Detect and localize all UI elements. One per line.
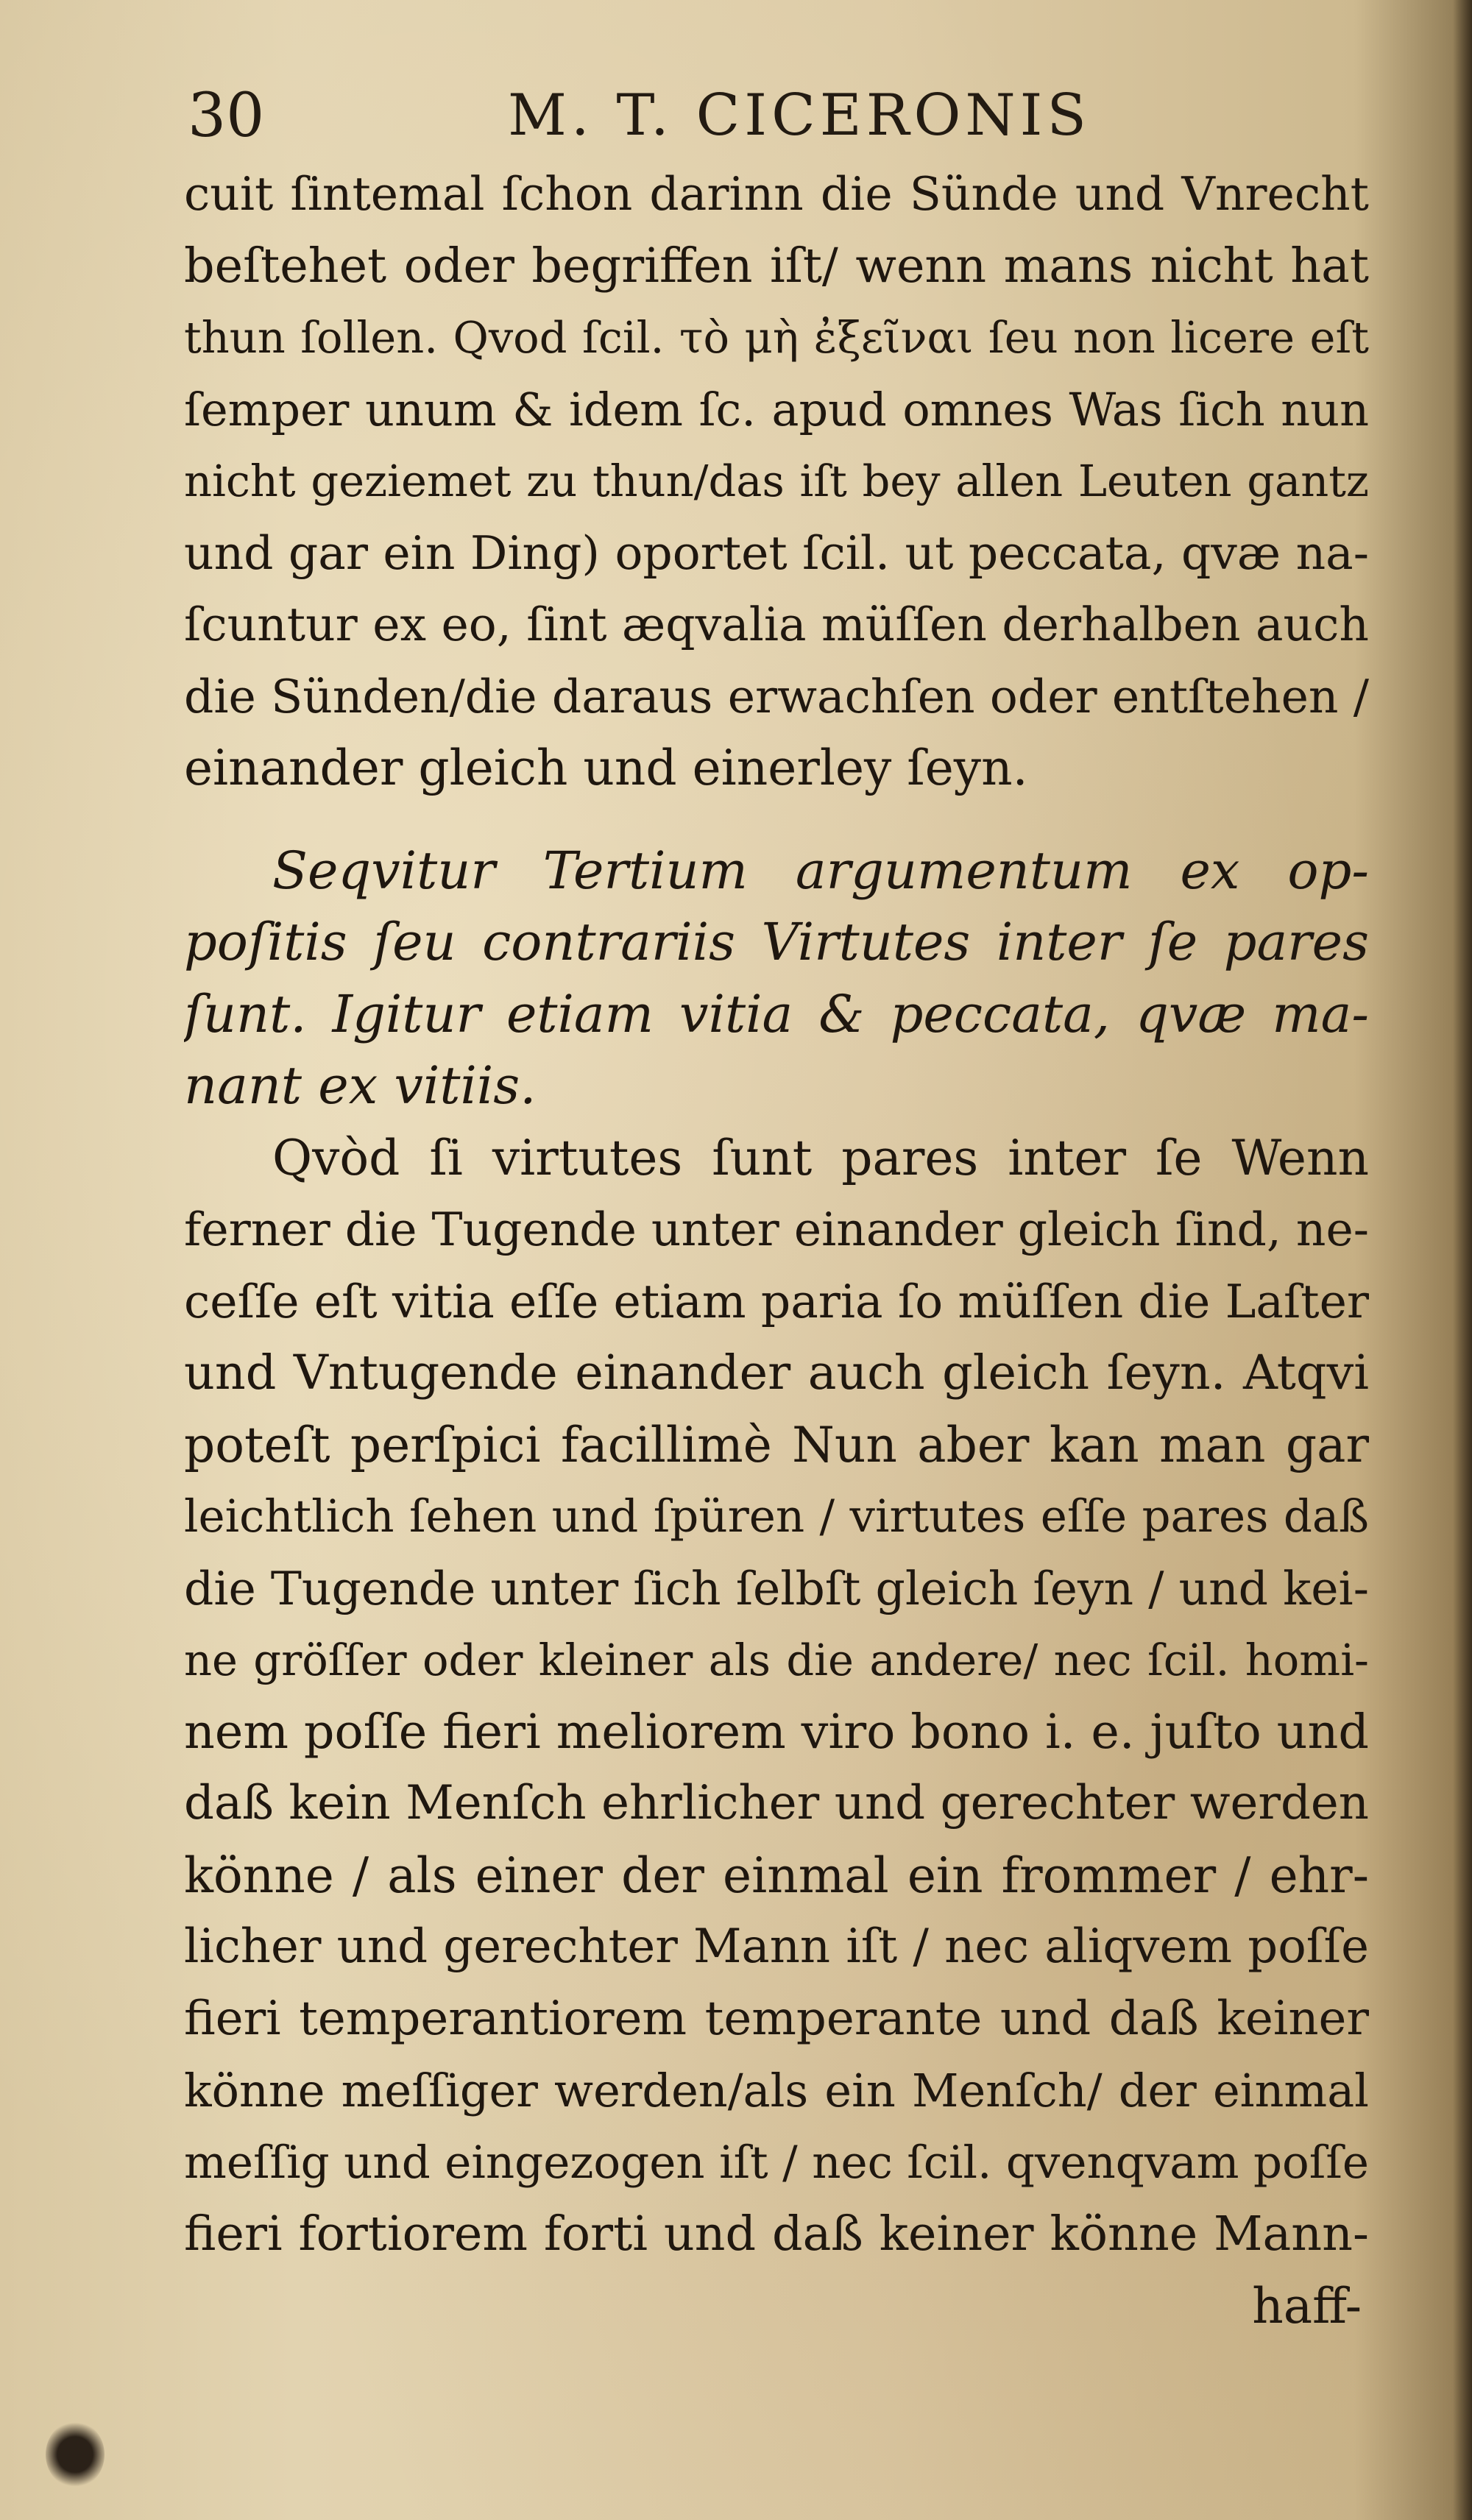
text-line: meſſig und eingezogen iſt / nec ſcil. qvenqvam poſſe: [184, 2136, 1369, 2189]
text-line: ne gröſſer oder kleiner als die andere/ nec ſcil. homi-: [184, 1635, 1369, 1685]
text-line: könne meſſiger werden/als ein Menſch/ der einmal: [184, 2064, 1369, 2117]
running-head: M. T. CICERONIS: [508, 82, 1091, 149]
paragraph-1: [184, 158, 1369, 804]
text-line: ſemper unum & idem ſc. apud omnes Was ſich nun: [184, 382, 1369, 436]
paragraph-3: [184, 1122, 1369, 2271]
text-line: fieri fortiorem forti und daß keiner könne Mann-: [184, 2206, 1369, 2262]
text-line: beſtehet oder begriffen iſt/ wenn mans nicht hat: [184, 238, 1369, 294]
text-line: nant ex vitiis.: [184, 1055, 537, 1116]
ink-stain: [46, 2421, 105, 2488]
text-line: könne / als einer der einmal ein frommer / ehr-: [184, 1847, 1369, 1904]
text-line: und gar ein Ding) oportet ſcil. ut peccata, qvæ na-: [184, 525, 1369, 580]
text-line: Qvòd ſi virtutes ſunt pares inter ſe Wenn: [272, 1129, 1369, 1186]
text-line: daß kein Menſch ehrlicher und gerechter werden: [184, 1776, 1369, 1830]
text-block: [184, 158, 1369, 2342]
text-line: fieri temperantiorem temperante und daß keiner: [184, 1991, 1369, 2046]
text-line: poſitis ſeu contrariis Virtutes inter ſe pares: [184, 912, 1369, 972]
catchword: haff-: [1252, 2277, 1362, 2335]
text-line: leichtlich ſehen und ſpüren / virtutes eſſe pares daß: [184, 1490, 1369, 1543]
text-line: ferner die Tugende unter einander gleich ſind, ne-: [184, 1203, 1369, 1256]
text-line: nicht geziemet zu thun/das iſt bey allen Leuten gantz: [184, 456, 1369, 506]
text-line: die Tugende unter ſich ſelbſt gleich ſeyn / und kei-: [184, 1561, 1369, 1615]
text-line: ſunt. Igitur etiam vitia & peccata, qvæ ma-: [184, 983, 1369, 1044]
text-line: die Sünden/die daraus erwachſen oder entſtehen /: [184, 669, 1369, 723]
paragraph-2-italic-heading: [184, 835, 1369, 1122]
text-line: licher und gerechter Mann iſt / nec aliqvem poſſe: [184, 1919, 1369, 1974]
book-spine-edge: [1453, 0, 1472, 2520]
text-line: ceſſe eſt vitia eſſe etiam paria ſo müſſen die Laſter: [184, 1274, 1369, 1328]
text-line: poteſt perſpici facillimè Nun aber kan man gar: [184, 1416, 1369, 1473]
page-number: 30: [188, 81, 265, 151]
text-line: thun ſollen. Qvod ſcil. τὸ μὴ ἐξεῖναι ſeu non licere eſt: [184, 312, 1369, 363]
text-line: ſcuntur ex eo, ſint æqvalia müſſen derhalben auch: [184, 598, 1369, 651]
text-line: einander gleich und einerley ſeyn.: [184, 740, 1028, 796]
text-line: und Vntugende einander auch gleich ſeyn. Atqvi: [184, 1345, 1369, 1401]
text-line: cuit ſintemal ſchon darinn die Sünde und Vnrecht: [184, 167, 1369, 221]
text-line: nem poſſe fieri meliorem viro bono i. e. juſto und: [184, 1704, 1369, 1760]
text-line: Seqvitur Tertium argumentum ex op-: [272, 840, 1369, 901]
